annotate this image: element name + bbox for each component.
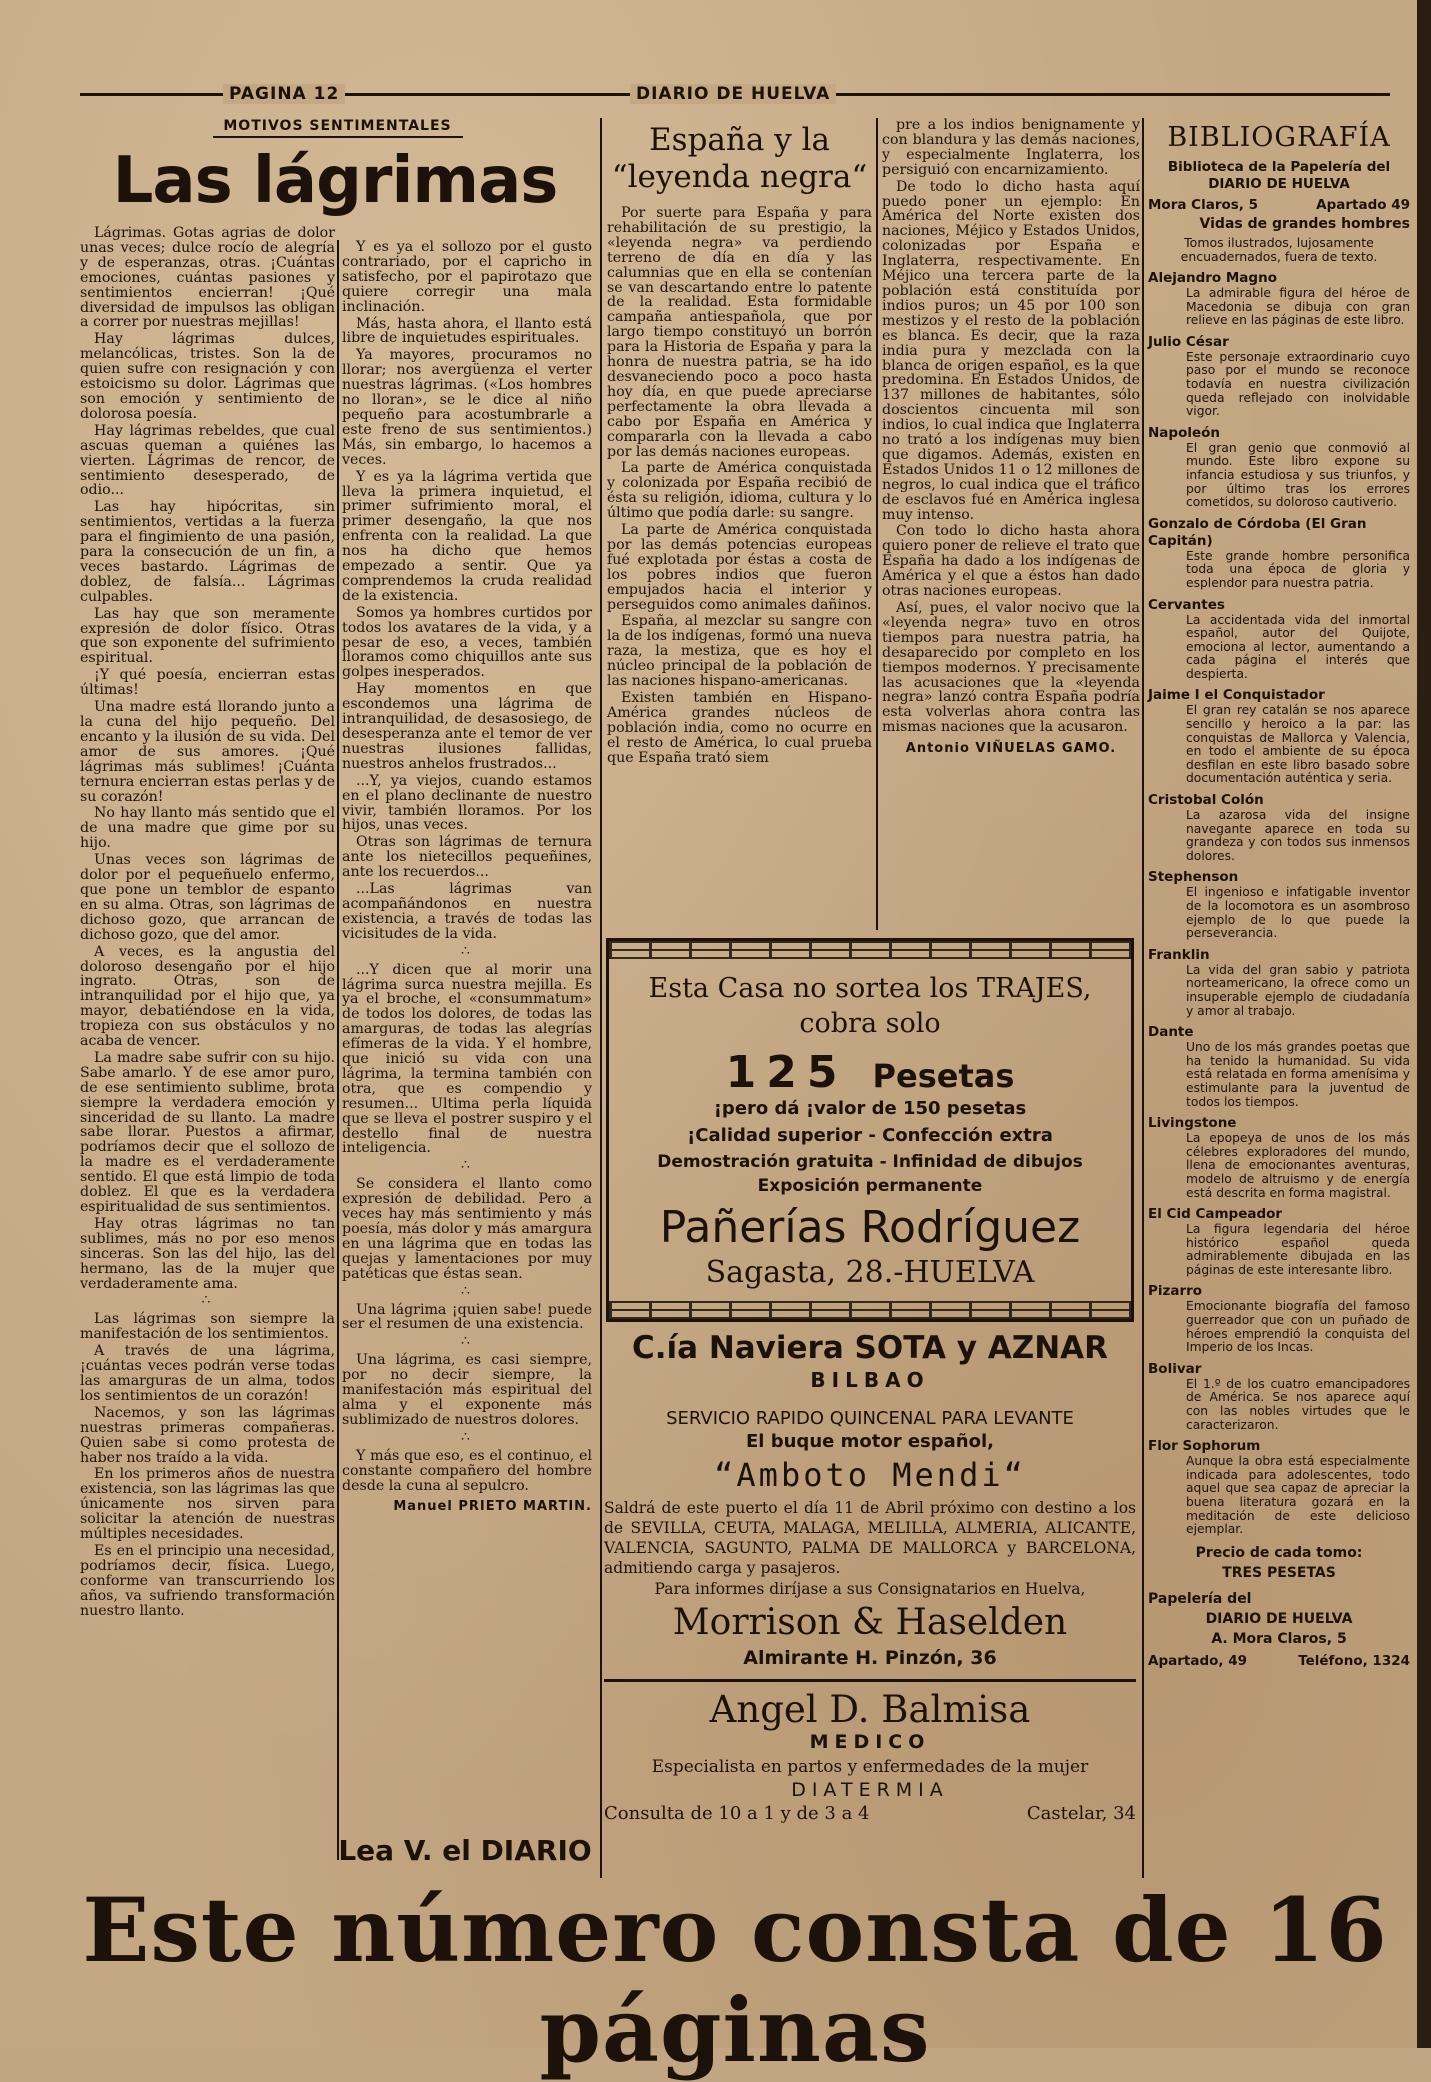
naviera-name: C.ía Naviera SOTA y AZNAR: [631, 1330, 1109, 1366]
book-entry: [1148, 1438, 1410, 1537]
book-description: El 1.º de los cuatro emancipadores de América. Se nos aparece aquí con las nobles virtudes que le caracterizaron.: [1186, 1376, 1410, 1432]
page-edge: [1417, 0, 1431, 2048]
paragraph: Más, hasta ahora, el llanto está libre de inquietudes espirituales.: [342, 315, 592, 347]
bottom-banner: Este número consta de 16 páginas: [82, 1878, 1388, 2082]
book-entry: [1148, 1024, 1410, 1109]
book-title: Jaime I el Conquistador: [1148, 687, 1325, 704]
book-description: La epopeya de unos de los más célebres exploradores del mundo, llena de emocionantes aventuras, modelo de altruismo y de energía está descrita en forma magistral.: [1186, 1131, 1410, 1200]
book-description: La vida del gran sabio y patriota norteamericano, la ofrece como un insuperable ejemplo de ciudadanía y amor al trabajo.: [1186, 962, 1410, 1018]
article-body-3: [607, 206, 872, 766]
paragraph: Existen también en Hispano-América grandes núcleos de población india, como no ocurre en el resto de América, lo cual prueba que España trató siem: [607, 690, 872, 766]
paragraph: La madre sabe sufrir con su hijo. Sabe amarlo. Y de ese amor puro, de ese sentimiento sublime, brota siempre la verdadera emoción y sinceridad de su llanto. La madre sabe llorar. Puestos a afirmar, podríamos decir que el sollozo de la madre es el verdaderamente sentido. El que está limpio de toda doblez. El que es la verdadera espiritualidad de sus sentimientos.: [80, 1049, 335, 1215]
paragraph: A veces, es la angustia del doloroso desengaño por el hijo ingrato. Otras, son de intranquilidad por el hijo que, ya mayor, debatiéndose en la vida, tropieza con sus obstáculos y no acaba de vencer.: [80, 943, 335, 1050]
ad-line: Exposición permanente: [757, 1176, 983, 1196]
paragraph: Las hay que son meramente expresión de dolor físico. Otras que son exponente del sufrimiento espiritual.: [80, 605, 335, 667]
ad-price: [609, 1047, 1131, 1098]
paragraph: Lágrimas. Gotas agrias de dolor unas veces; dulce rocío de alegría y de esperanzas, otras. ¡Cuántas emociones, cuántas pasiones y sentimientos encierran! ¡Qué diversidad de impulsos las obligan a correr por nuestras mejillas!: [80, 225, 335, 331]
book-entry: [1148, 516, 1410, 591]
bib-price: TRES PESETAS: [1222, 1564, 1336, 1581]
paragraph: Es en el principio una necesidad, podríamos decir, física. Luego, conforme van transcurriendo los años, va sufriendo transformación nuestro llanto.: [80, 1542, 335, 1619]
bib-note: Tomos ilustrados, lujosamente encuadernados, fuera de texto.: [1180, 235, 1378, 264]
medico-diatermia: DIATERMIA: [791, 1779, 949, 1801]
section-separator: ∴: [460, 942, 474, 959]
book-title: Livingstone: [1148, 1115, 1237, 1132]
article-body-4: [882, 118, 1140, 735]
book-title: Cristobal Colón: [1148, 792, 1264, 809]
paragraph: Hay lágrimas rebeldes, que cual ascuas queman a quiénes las vierten. Lágrimas de rencor, de sentimiento desesperado, de odio...: [80, 422, 335, 499]
bib-store-address: A. Mora Claros, 5: [1211, 1630, 1347, 1647]
paragraph: Por suerte para España y para rehabilitación de su prestigio, la «leyenda negra» va perdiendo terreno de día en día y las calumnias que en ella se contenían se van descartando entre lo patente de la realidad. Esta formidable campaña antiespañola, que por largo tiempo constituyó un borrón para la Historia de España y para la honra de nuestra patria, se ha ido desvaneciendo poco a poco hasta hoy día, en que puede apreciarse perfectamente la obra llevada a cabo por España en América y compararla con la llevada a cabo por las demás naciones europeas.: [607, 205, 872, 460]
page-number: PAGINA 12: [223, 84, 345, 104]
book-entry: [1148, 687, 1410, 786]
book-title: Alejandro Magno: [1148, 270, 1277, 286]
ad-panerias-rodriguez: [606, 938, 1134, 1322]
naviera-ship-intro: El buque motor español,: [746, 1431, 994, 1452]
medico-hours: Consulta de 10 a 1 y de 3 a 4: [604, 1803, 870, 1824]
naviera-agents-address: Almirante H. Pinzón, 36: [743, 1647, 997, 1669]
book-description: Este grande hombre personifica toda una época de gloria y esplendor para nuestra patria.: [1186, 548, 1410, 590]
paragraph: ¡Y qué poesía, encierran estas últimas!: [80, 667, 335, 699]
article-body-1: [80, 226, 335, 1618]
medico-title: MEDICO: [809, 1731, 931, 1753]
column-rule: [1142, 118, 1144, 1878]
price-currency: Pesetas: [872, 1057, 1015, 1095]
bib-title: BIBLIOGRAFÍA: [1167, 122, 1391, 153]
paragraph: Con todo lo dicho hasta ahora quiero poner de relieve el trato que España ha dado a los indígenas de América y el que a éstos han dado otras naciones europeas.: [882, 523, 1140, 600]
paragraph: Las hay hipócritas, sin sentimientos, vertidas a la fuerza para el fingimiento de una pasión, para la consecución de un fin, a veces bastardo. Lágrimas de doblez, de falsía... Lágrimas culpables.: [80, 499, 335, 605]
ad-line: cobra solo: [799, 1008, 941, 1039]
bib-phone: Teléfono, 1324: [1298, 1652, 1410, 1669]
price-number: 125: [725, 1047, 848, 1098]
paragraph: Unas veces son lágrimas de dolor por el pequeñuelo enfermo, que pone un temblor de espanto en su alma. Otras, son lágrimas de dichoso gozo, que arrancan de dichoso gozo, que del amor.: [80, 852, 335, 943]
ad-divider: [604, 1679, 1136, 1682]
article-headline: Las lágrimas: [112, 144, 558, 218]
bib-store-name: DIARIO DE HUELVA: [1205, 1610, 1353, 1627]
medico-hours-row: [604, 1803, 1136, 1824]
paragraph: ...Y dicen que al morir una lágrima surca nuestra mejilla. Es ya el broche, el «consummatum» de todos los dolores, de todas las amarguras, de todas las alegrías efímeras de la vida. Y el hombre, que inició su vida con una lágrima, la termina también con otra, que es compendio y resumen... Ultima perla líquida que se lleva el postrer suspiro y el destello final de nuestra inteligencia.: [342, 961, 592, 1157]
bib-apartado-2: Apartado, 49: [1148, 1652, 1247, 1669]
ad-line: Demostración gratuita - Infinidad de dibujos: [657, 1152, 1083, 1172]
book-description: La accidentada vida del inmortal español, autor del Quijote, emociona al lector, aumentando a cada página el interés que despierta.: [1186, 612, 1410, 681]
bib-price-label: Precio de cada tomo:: [1195, 1544, 1363, 1561]
paragraph: España, al mezclar su sangre con la de los indígenas, formó una nueva raza, la mestiza, que es hoy el núcleo principal de la población de las naciones hispano-americanas.: [607, 613, 872, 690]
column-rule: [876, 118, 878, 930]
book-description: El gran genio que conmovió al mundo. Este libro expone su infancia estudiosa y sus triunfos, y por último tras los errores cometidos, su doloroso cautiverio.: [1186, 440, 1410, 510]
book-title: Franklin: [1148, 946, 1210, 963]
paragraph: La parte de América conquistada y colonizada por España recibió de ésta su religión, idioma, cultura y lo último que podía darle: su sangre.: [607, 460, 872, 522]
book-title: Gonzalo de Córdoba (El Gran Capitán): [1148, 515, 1367, 549]
book-description: Este personaje extraordinario cuyo paso por el mundo se reconoce todavía en nuestra civilización queda reflejado con inolvidable vigor.: [1186, 349, 1410, 419]
column-2: [342, 240, 592, 1840]
article-title: España y la “leyenda negra“: [611, 122, 868, 195]
column-4: [882, 118, 1140, 930]
book-description: El gran rey catalán se nos aparece sencillo y heroico a la par: las conquistas de Mallorca y Valencia, en todo el ambiente de su época desfilan en este libro basado sobre documentación auténtica y seria.: [1186, 703, 1410, 786]
paragraph: En los primeros años de nuestra existencia, son las lágrimas las que únicamente nos sirven para solicitar la atención de nuestras múltiples necesidades.: [80, 1466, 335, 1543]
paragraph: ...Y, ya viejos, cuando estamos en el plano declinante de nuestro vivir, también lloramos. Por los hijos, unas veces.: [342, 772, 592, 834]
section-kicker: MOTIVOS SENTIMENTALES: [213, 118, 463, 138]
ad-address: Sagasta, 28.-HUELVA: [705, 1255, 1035, 1290]
book-entry: [1148, 1361, 1410, 1432]
lea-diario: Lea V. el DIARIO: [338, 1834, 592, 1867]
book-description: Uno de los más grandes poetas que ha tenido la humanidad. Su vida está relatada en forma amenísima y estimulante para la juventud de todos los tiempos.: [1186, 1040, 1410, 1109]
section-separator: ∴: [460, 1333, 474, 1350]
column-rule: [337, 240, 339, 1860]
ad-border-top: [609, 941, 1131, 959]
naviera-agents: Morrison & Haselden: [672, 1602, 1068, 1643]
section-separator: ∴: [460, 1157, 474, 1174]
book-entry: [1148, 1206, 1410, 1277]
bib-address: Mora Claros, 5: [1148, 197, 1259, 213]
paragraph: Hay lágrimas dulces, melancólicas, tristes. Son la de quien sufre con resignación y con estoicismo su dolor. Lágrimas que son emoción y sentimiento de dolorosa poesía.: [80, 331, 335, 422]
book-description: Aunque la obra está especialmente indicada para adolescentes, todo aquel que sea capaz de apreciar la buena literatura gozará en la meditación de este delicioso ejemplar.: [1186, 1454, 1410, 1537]
book-title: Julio César: [1148, 333, 1229, 350]
paragraph: ...Las lágrimas van acompañándonos en nuestra existencia, a través de todas las vicisitudes de la vida.: [342, 881, 592, 942]
article-signature: Manuel PRIETO MARTIN.: [393, 1499, 592, 1515]
book-description: Emocionante biografía del famoso guerreador que con un puñado de héroes emprendió la conquista del Imperio de los Incas.: [1186, 1299, 1410, 1355]
article-signature: Antonio VIÑUELAS GAMO.: [905, 741, 1117, 757]
paragraph: De todo lo dicho hasta aquí puedo poner un ejemplo: En América del Norte existen dos naciones, Méjico y Estados Unidos, colonizadas por España e Inglaterra, respectivamente. En Méjico una tercera parte de la población está constituída por indios puros; un 45 por 100 son mestizos y el resto de la población es blanca. Es decir, que la raza india pura y mezclada con la blanca de origen español, es la que predomina. En Estados Unidos, de 137 millones de habitantes, sólo doscientos cincuenta mil son indios, lo cual indica que Inglaterra no trató a los indígenas muy bien que digamos. Además, existen en Estados Unidos 11 o 12 millones de negros, lo cual indica que el tráfico de esclavos fué en América inglesa muy intenso.: [882, 178, 1140, 523]
paragraph: Hay momentos en que escondemos una lágrima de intranquilidad, de desasosiego, de desesperanza ante el temor de ver nuestras ilusiones fallidas, nuestros anhelos frustrados...: [342, 681, 592, 772]
book-title: Bolivar: [1148, 1360, 1202, 1377]
book-description: La figura legendaria del héroe histórico español queda admirablemente dibujada en las páginas de este interesante libro.: [1186, 1222, 1410, 1277]
book-entry: [1148, 425, 1410, 510]
paragraph: Y es ya el sollozo por el gusto contrariado, por el capricho in satisfecho, por el papirotazo que quiere corregir una mala inclinación.: [342, 239, 592, 315]
section-separator: ∴: [201, 1292, 214, 1309]
naviera-city: BILBAO: [810, 1368, 930, 1392]
paragraph: Nacemos, y son las lágrimas nuestras primeras compañeras. Quien sabe si como protesta de haber nos traído a la vida.: [80, 1404, 335, 1466]
paragraph: Y más que eso, es el continuo, el constante compañero del hombre desde la cuna al sepulcro.: [342, 1447, 592, 1494]
paragraph: Y es ya la lágrima vertida que lleva la primera inquietud, el primer sufrimiento moral, el primer desengaño, la que nos enfrenta con la realidad. La que nos ha dicho que hemos empezado a sentir. Que ya comprendemos la cruda realidad de la existencia.: [342, 468, 592, 604]
book-title: Dante: [1148, 1024, 1194, 1041]
bib-subtitle: Biblioteca de la Papelería del DIARIO DE HUELVA: [1167, 159, 1391, 192]
naviera-inform: Para informes diríjase a sus Consignatarios en Huelva,: [654, 1580, 1086, 1598]
medico-address: Castelar, 34: [1026, 1803, 1136, 1824]
book-entry: [1148, 1115, 1410, 1200]
bib-address-row: [1148, 197, 1410, 213]
book-description: La azarosa vida del insigne navegante aparece en toda su grandeza y con todos sus inmensos dolores.: [1186, 808, 1410, 863]
paragraph: Ya mayores, procuramos no llorar; nos avergüenza el verter nuestras lágrimas. («Los hombres no lloran», se le dice al niño pequeño para acostumbrarle a este freno de sus sentimientos.) Más, sin embargo, lo hacemos a veces.: [342, 347, 592, 468]
book-entry: [1148, 597, 1410, 682]
paragraph: Así, pues, el valor nocivo que la «leyenda negra» tuvo en otros tiempos para nuestra patria, ha desaparecido por completo en los tiempos modernos. Y precisamente las acusaciones que la «leyenda negra» lanzó contra España podría esta volverlas ahora contra las mismas naciones que la acusaron.: [882, 600, 1140, 736]
book-title: Napoleón: [1148, 424, 1221, 441]
book-title: Pizarro: [1148, 1283, 1203, 1300]
bibliografia-column: [1148, 118, 1410, 1878]
paragraph: A través de una lágrima, ¡cuántas veces podrán verse todas las amarguras de un alma, todos los sentimientos de un corazón!: [80, 1343, 335, 1404]
section-separator: ∴: [460, 1282, 474, 1299]
medico-specialty: Especialista en partos y enfermedades de la mujer: [651, 1757, 1089, 1777]
paragraph: Somos ya hombres curtidos por todos los avatares de la vida, y a pesar de eso, a veces, también lloramos como chiquillos ante sus golpes inesperados.: [342, 604, 592, 681]
paragraph: Se considera el llanto como expresión de debilidad. Pero a veces hay más sentimiento y más poesía, más dolor y más amargura en una lágrima que en todas las quejas y lamentaciones por muy patéticas que éstas sean.: [342, 1176, 592, 1282]
bib-store: Papelería del: [1148, 1590, 1252, 1607]
newspaper-name: DIARIO DE HUELVA: [630, 84, 836, 104]
paragraph: Una lágrima, es casi siempre, por no decir siempre, la manifestación más espiritual del alma y el exponente más sublimizado de nuestros dolores.: [342, 1352, 592, 1428]
ad-brand: Pañerías Rodríguez: [659, 1202, 1081, 1253]
book-list: [1148, 270, 1410, 1537]
column-rule: [600, 118, 602, 1878]
bib-collection: Vidas de grandes hombres: [1199, 216, 1410, 232]
ad-line: ¡pero dá ¡valor de 150 pesetas: [713, 1098, 1027, 1119]
column-3: [607, 118, 872, 930]
book-entry: [1148, 947, 1410, 1018]
medico-name: Angel D. Balmisa: [709, 1688, 1031, 1731]
book-title: Flor Sophorum: [1148, 1438, 1261, 1455]
naviera-body: Saldrá de este puerto el día 11 de Abril próximo con destino a los de SEVILLA, CEUTA, MALAGA, MELILLA, ALMERIA, ALICANTE, VALENCIA, SAGUNTO, PALMA DE MALLORCA y BARCELONA, admitiendo carga y pasajeros.: [604, 1499, 1136, 1577]
bib-apartado: Apartado 49: [1316, 197, 1410, 213]
book-title: El Cid Campeador: [1148, 1206, 1283, 1223]
paragraph: Una madre está llorando junto a la cuna del hijo pequeño. Del encanto y la ilusión de su vida. Del amor de sus amores. ¡Qué lágrimas más sublimes! ¡Cuánta ternura encierran estas perlas y de su corazón!: [80, 699, 335, 805]
ad-line: Esta Casa no sortea los TRAJES,: [648, 973, 1092, 1004]
book-entry: [1148, 869, 1410, 940]
ad-line: ¡Calidad superior - Confección extra: [687, 1125, 1053, 1146]
book-description: La admirable figura del héroe de Macedonia se dibuja con gran relieve en las páginas de este libro.: [1186, 286, 1410, 328]
article-body-2: [342, 240, 592, 1493]
book-entry: [1148, 270, 1410, 328]
paragraph: Las lágrimas son siempre la manifestación de los sentimientos.: [80, 1311, 335, 1343]
folio-line: [80, 84, 1411, 106]
book-entry: [1148, 792, 1410, 863]
paragraph: pre a los indios benignamente y con blandura y las demás naciones, y especialmente Inglaterra, los persiguió con encarnizamiento.: [882, 117, 1140, 178]
naviera-ship: “Amboto Mendi“: [714, 1456, 1026, 1494]
book-title: Stephenson: [1148, 869, 1239, 886]
ad-border-bottom: [609, 1301, 1131, 1319]
paragraph: No hay llanto más sentido que el de una madre que gime por su hijo.: [80, 805, 335, 852]
paragraph: Otras son lágrimas de ternura ante los nietecillos pequeñines, ante los recuerdos...: [342, 834, 592, 881]
paragraph: La parte de América conquistada por las demás potencias europeas fué explotada por éstas a costa de los pobres indios que fueron empujados hacia el interior y perseguidos como animales dañinos.: [607, 522, 872, 613]
bib-contact-row: [1148, 1653, 1410, 1669]
paragraph: Hay otras lágrimas no tan sublimes, más no por eso menos sinceras. Son las del hijo, las del hermano, las de la mujer que verdaderamente ama.: [80, 1215, 335, 1292]
book-description: El ingenioso e infatigable inventor de la locomotora es un asombroso ejemplo de lo que puede la perseverancia.: [1186, 885, 1410, 941]
middle-ads: [604, 1330, 1136, 1824]
book-entry: [1148, 334, 1410, 419]
section-separator: ∴: [460, 1428, 474, 1445]
naviera-service: SERVICIO RAPIDO QUINCENAL PARA LEVANTE: [666, 1408, 1074, 1429]
book-entry: [1148, 1283, 1410, 1354]
paragraph: Una lágrima ¡quien sabe! puede ser el resumen de una existencia.: [342, 1301, 592, 1333]
book-title: Cervantes: [1148, 596, 1225, 613]
